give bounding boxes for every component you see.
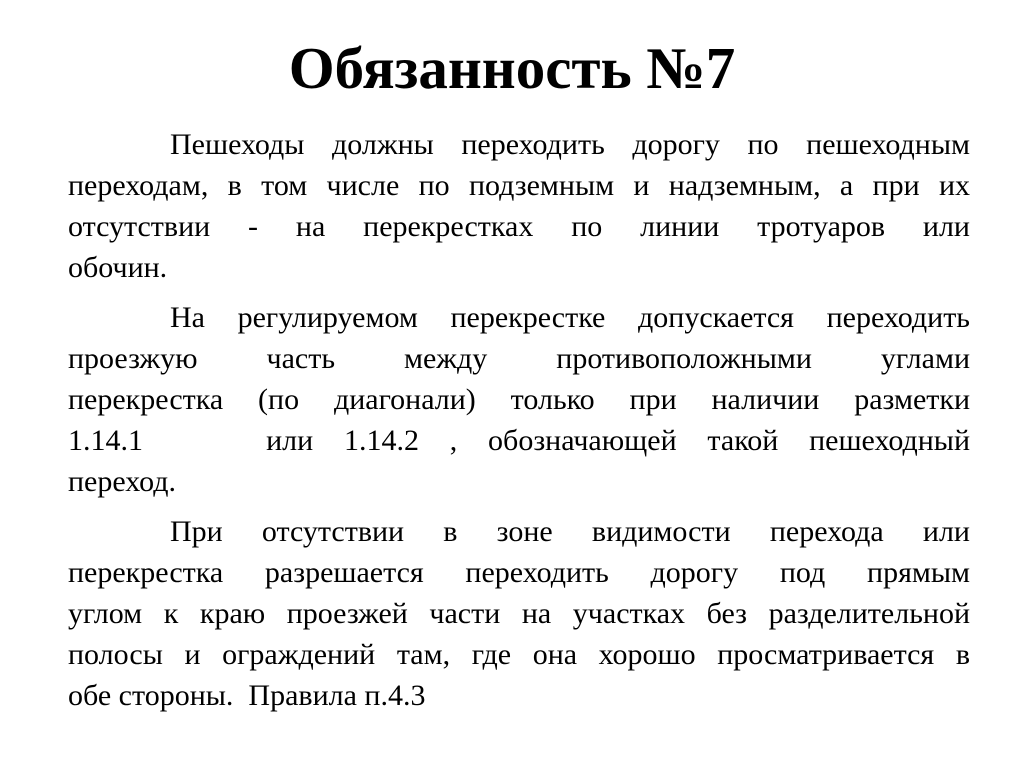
text-line: перекрестка разрешается переходить дорогу под прямым (68, 556, 970, 589)
text-line: На регулируемом перекрестке допускается переходить (170, 301, 970, 334)
text-line: 1.14.1 или 1.14.2 , обозначающей такой пешеходный (68, 424, 970, 457)
paragraph-crossing-rule (68, 124, 970, 288)
text-line: перекрестка (по диагонали) только при наличии разметки (68, 383, 970, 416)
text-line: При отсутствии в зоне видимости перехода или (170, 515, 970, 548)
paragraph-regulated-intersection (68, 297, 970, 502)
text-line: обочин. (68, 251, 168, 284)
text-line: отсутствии - на перекрестках по линии тротуаров или (68, 210, 970, 243)
text-line: переход. (68, 465, 177, 498)
text-line: Пешеходы должны переходить дорогу по пешеходным (170, 128, 970, 161)
text-line: обе стороны. Правила п.4.3 (68, 679, 426, 712)
text-line: проезжую часть между противоположными углами (68, 342, 970, 375)
text-line: углом к краю проезжей части на участках без разделительной (68, 597, 970, 630)
paragraph-no-crossing (68, 511, 970, 716)
text-line: полосы и ограждений там, где она хорошо просматривается в (68, 638, 970, 671)
slide-title: Обязанность №7 (288, 35, 736, 101)
text-line: переходам, в том числе по подземным и надземным, а при их (68, 169, 970, 202)
